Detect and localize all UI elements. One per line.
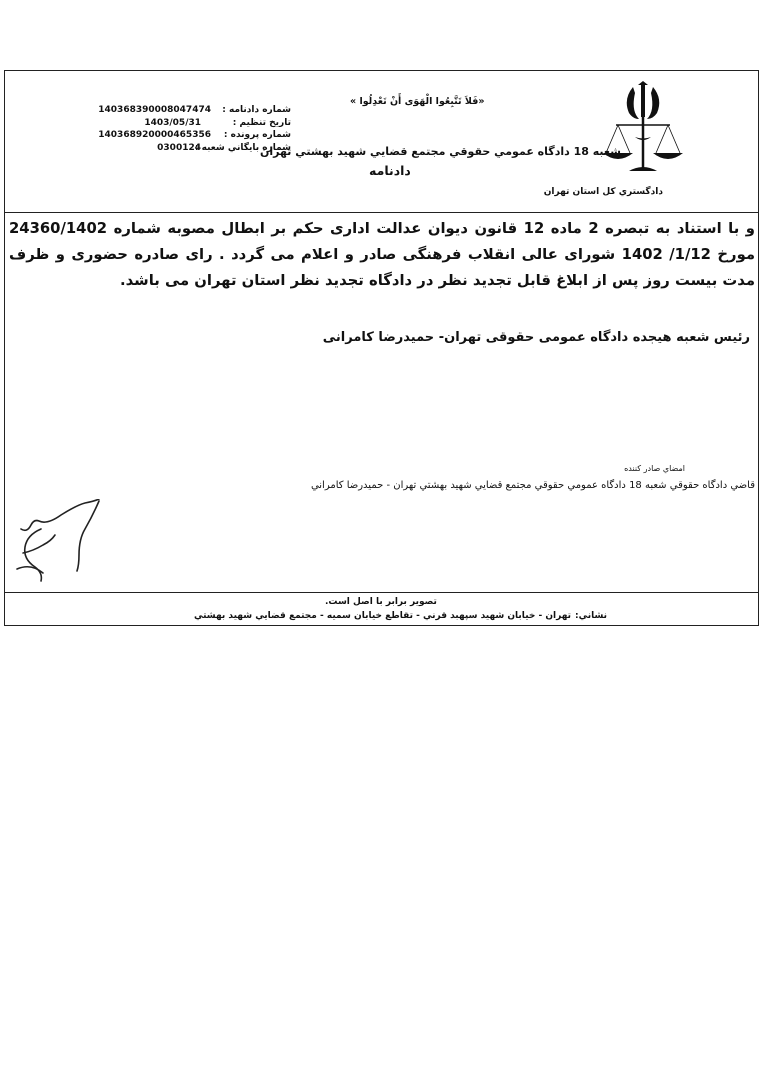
signer-name: قاضي دادگاه حقوقي شعبه 18 دادگاه عمومي حقوقي مجتمع قضايي شهيد بهشتي تهران - حميدرضا كامراني [310, 480, 755, 491]
case-number: 140368920000465356 [98, 130, 211, 140]
issue-date: 1403/05/31 [144, 117, 201, 128]
address-text: تهران - خيابان شهيد سپهبد قرني - تقاطع خيابان سميه - مجتمع قضايي شهيد بهشتي [194, 611, 572, 621]
address-label: نشاني: [575, 611, 608, 621]
organization-name: دادگستري كل استان تهران [543, 187, 663, 197]
meta-values [65, 104, 211, 154]
meta-label: شماره دادنامه : [222, 105, 291, 115]
archive-number: 0300124 [157, 142, 201, 153]
verdict-paragraph: و با استناد به تبصره 2 ماده 12 قانون دیوان عدالت اداری حکم بر ابطال مصوبه شماره 24360/1402 مورخ 1/12/ 1402 شورای عالی انقلاب فرهنگی صادر و اعلام می گردد . رای صادره حضوری و ظرف مدت بیست روز پس از ابلاغ قابل تجدید نظر در دادگاه تجدید نظر استان تهران می باشد. [9, 220, 756, 289]
footer-divider [5, 592, 758, 593]
meta-labels [194, 104, 291, 154]
quran-verse: «فَلاَ تَتَّبِعُوا الْهَوَى أَنْ تَعْدِلُوا » [350, 96, 485, 107]
meta-label: شماره پرونده : [223, 130, 291, 140]
header-divider [5, 212, 758, 213]
signer-line: رئیس شعبه هیجده دادگاه عمومی حقوقی تهران- حمیدرضا کامرانی [322, 330, 750, 345]
address-line [190, 611, 607, 621]
meta-label: تاريخ تنظيم : [232, 117, 291, 128]
judiciary-emblem-icon [588, 79, 698, 179]
handwritten-signature-icon [11, 499, 111, 589]
document-type: دادنامه [369, 163, 411, 178]
certification-note: تصوير برابر با اصل است. [325, 597, 437, 607]
court-document [4, 70, 759, 626]
verdict-number: 140368390008047474 [98, 105, 211, 115]
signature-caption: امضاي صادر كننده [624, 464, 685, 473]
meta-label: شماره بايگاني شعبه : [194, 142, 291, 153]
court-name: شعبه 18 دادگاه عمومي حقوقي مجتمع قضايي شهيد بهشتي تهران [260, 145, 621, 158]
